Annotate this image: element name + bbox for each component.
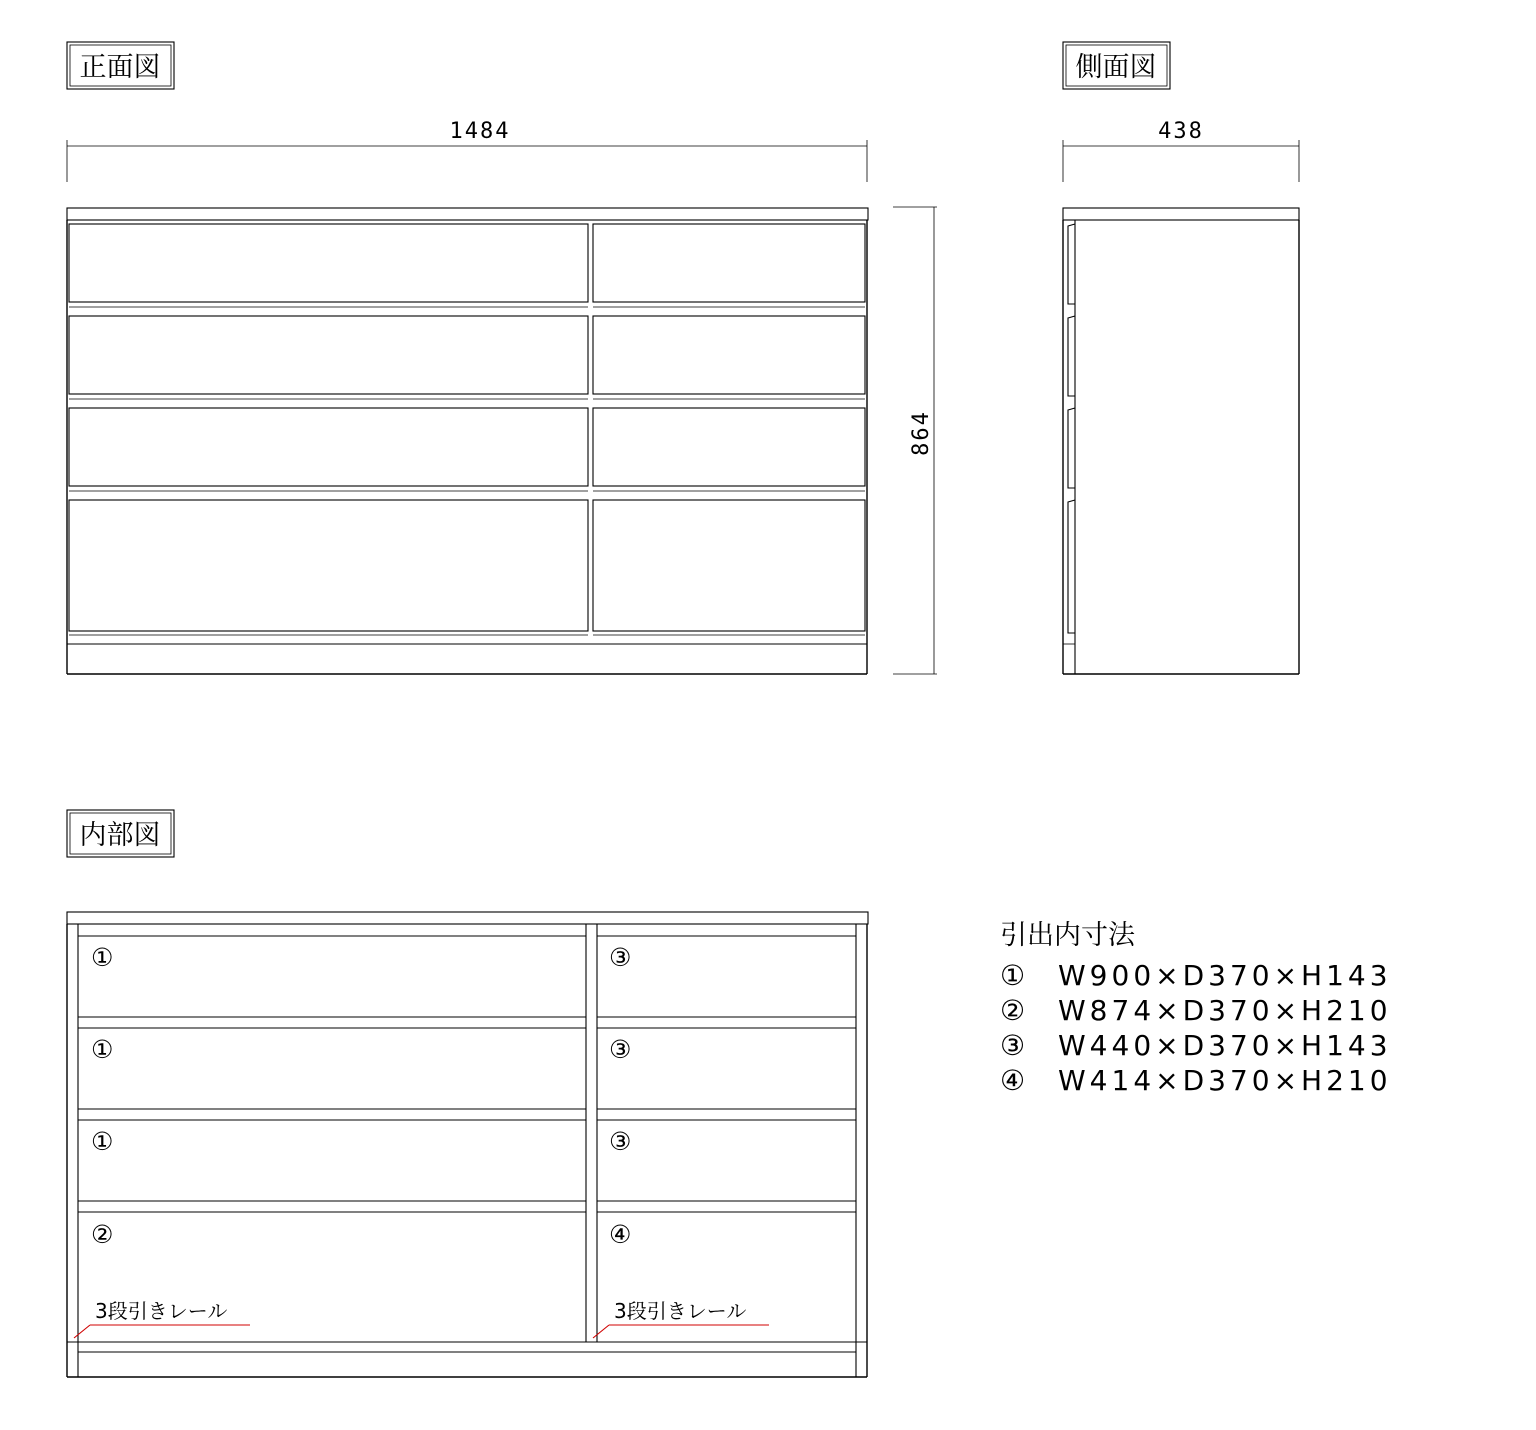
front-view-title <box>67 42 174 89</box>
interior-label-right-1: ③ <box>609 943 632 972</box>
front-drawer-right-4 <box>593 500 865 631</box>
front-view-title-text: 正面図 <box>79 52 161 83</box>
spec-text-1: W900×D370×H143 <box>1058 959 1392 992</box>
rail-label-right: 3段引きレール <box>614 1299 747 1323</box>
side-view-title <box>1063 42 1170 89</box>
front-drawer-left-3 <box>69 408 588 486</box>
interior-label-left-1: ① <box>91 943 114 972</box>
side-depth-label: 438 <box>1158 119 1204 144</box>
interior-label-left-3: ① <box>91 1127 114 1156</box>
rail-callout-right <box>593 1299 769 1338</box>
rail-label-left: 3段引きレール <box>95 1299 228 1323</box>
drawer-spec-list <box>1000 920 1392 1097</box>
interior-label-left-2: ① <box>91 1035 114 1064</box>
side-view-title-text: 側面図 <box>1075 52 1157 83</box>
front-drawer-right-3 <box>593 408 865 486</box>
front-drawer-right-1 <box>593 224 865 302</box>
spec-num-1: ① <box>1000 959 1030 992</box>
spec-num-2: ② <box>1000 994 1030 1027</box>
height-label: 864 <box>909 410 934 456</box>
rail-callout-left <box>74 1299 250 1338</box>
front-width-label: 1484 <box>449 119 511 144</box>
front-view-cabinet <box>67 208 868 674</box>
spec-num-4: ④ <box>1000 1064 1030 1097</box>
interior-view-title-text: 内部図 <box>79 820 161 851</box>
side-depth-dimension <box>1063 119 1299 182</box>
interior-label-right-4: ④ <box>609 1220 632 1249</box>
front-drawer-left-4 <box>69 500 588 631</box>
front-drawer-right-2 <box>593 316 865 394</box>
side-view-cabinet <box>1063 208 1299 674</box>
interior-label-left-4: ② <box>91 1220 114 1249</box>
front-width-dimension <box>67 119 867 182</box>
spec-num-3: ③ <box>1000 1029 1030 1062</box>
spec-text-2: W874×D370×H210 <box>1058 994 1392 1027</box>
height-dimension <box>893 207 937 674</box>
front-drawer-left-1 <box>69 224 588 302</box>
spec-heading: 引出内寸法 <box>1000 920 1135 951</box>
front-drawer-left-2 <box>69 316 588 394</box>
spec-text-3: W440×D370×H143 <box>1058 1029 1392 1062</box>
spec-text-4: W414×D370×H210 <box>1058 1064 1392 1097</box>
interior-view-title <box>67 810 174 857</box>
interior-label-right-2: ③ <box>609 1035 632 1064</box>
interior-label-right-3: ③ <box>609 1127 632 1156</box>
